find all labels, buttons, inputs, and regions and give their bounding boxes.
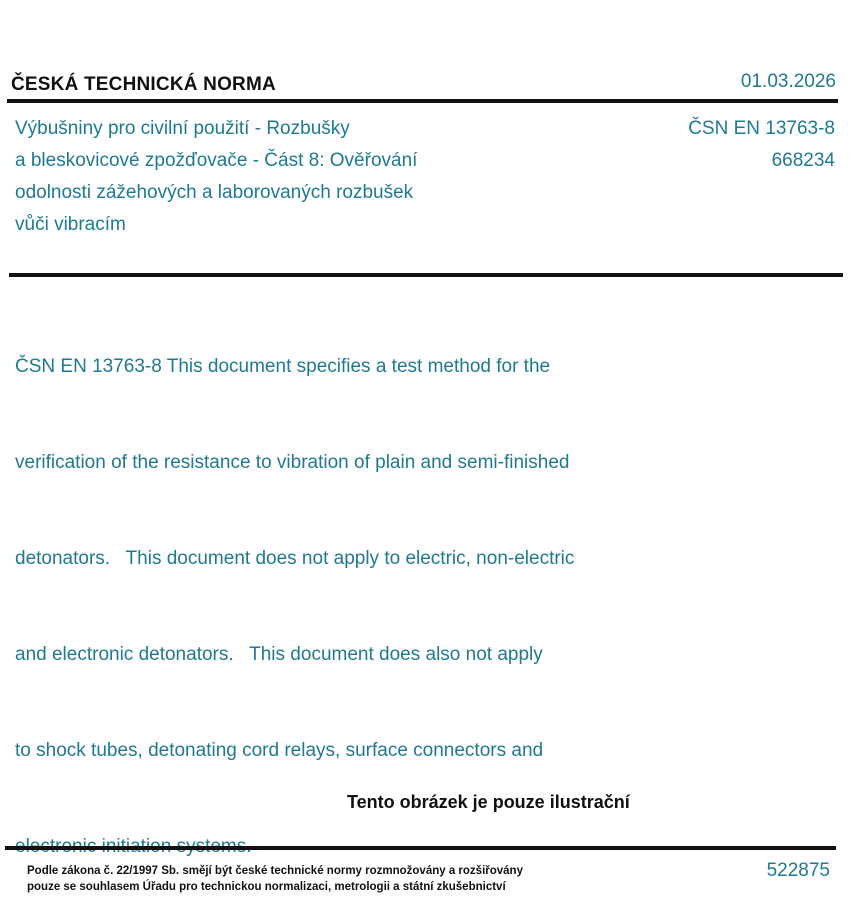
publication-date: 01.03.2026 — [740, 71, 836, 92]
document-number: 522875 — [766, 860, 830, 881]
standard-title-line: Výbušniny pro civilní použití - Rozbušky — [15, 118, 350, 139]
standard-title-line: odolnosti zážehových a laborovaných rozbušek — [15, 182, 414, 203]
standard-title-line: a bleskovicové zpožďovače - Část 8: Ověřování — [15, 150, 418, 171]
abstract-line: ČSN EN 13763-8 This document specifies a test method for the — [15, 356, 551, 377]
abstract-line: to shock tubes, detonating cord relays, surface connectors and — [15, 740, 544, 761]
abstract-line: and electronic detonators. This document does also not apply — [15, 644, 543, 665]
bottom-divider — [5, 846, 836, 850]
top-divider — [7, 99, 838, 103]
standard-title — [15, 113, 535, 241]
abstract-line: verification of the resistance to vibration of plain and semi-finished — [15, 452, 570, 473]
standard-identifiers — [688, 113, 835, 177]
illustration-disclaimer: Tento obrázek je pouze ilustrační — [347, 792, 630, 812]
standard-title-line: vůči vibracím — [15, 214, 126, 235]
legal-notice-line: pouze se souhlasem Úřadu pro technickou normalizaci, metrologii a státní zkušebnictví — [27, 881, 506, 893]
document-type-heading: ČESKÁ TECHNICKÁ NORMA — [11, 74, 276, 95]
abstract-line: detonators. This document does not apply to electric, non-electric — [15, 548, 575, 569]
standard-code: ČSN EN 13763-8 — [688, 118, 835, 139]
classification-number: 668234 — [771, 150, 835, 171]
legal-notice-line: Podle zákona č. 22/1997 Sb. smějí být české technické normy rozmnožovány a rozšiřovány — [27, 865, 523, 877]
middle-divider — [9, 273, 843, 277]
legal-notice — [27, 863, 523, 895]
